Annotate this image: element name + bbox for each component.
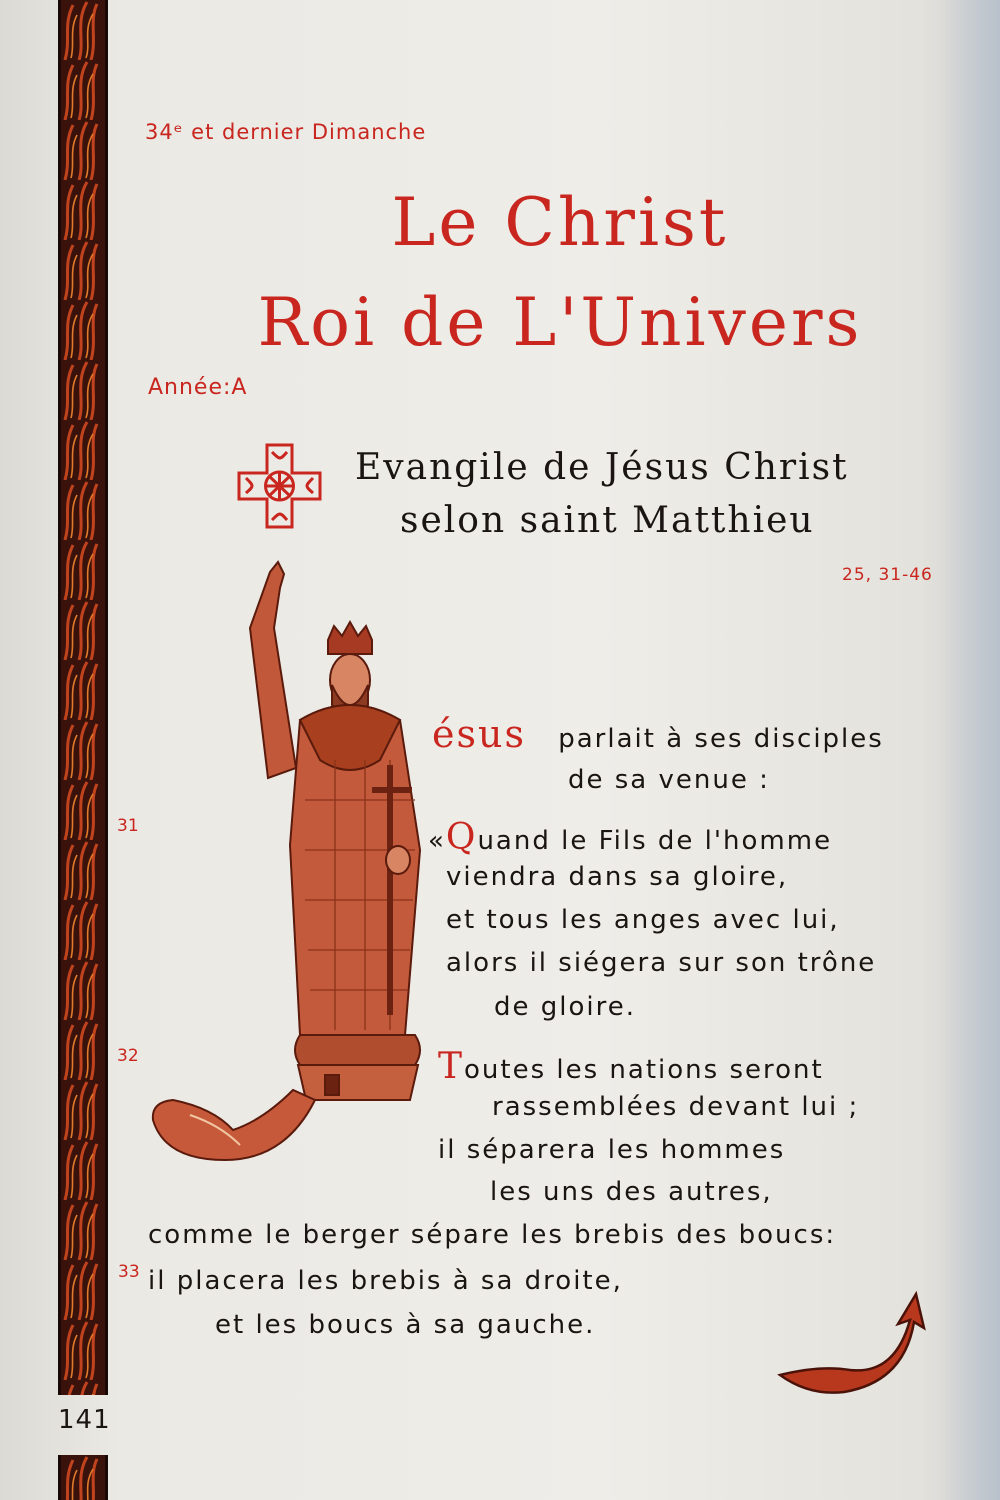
verse-line-7: de gloire. [494,992,637,1022]
page-turn-arrow-icon [770,1280,930,1395]
initial-q: Q [445,817,478,858]
decorative-border [58,0,108,1395]
verse-line-10: il séparera les hommes [438,1135,786,1165]
scripture-reference: 25, 31-46 [842,565,933,585]
verse-number-32: 32 [117,1046,139,1066]
verse-text: parlait à ses disciples [558,724,884,754]
initial-t: T [438,1046,465,1087]
celtic-knot-cross-icon [232,440,327,532]
verse-text: outes les nations seront [464,1055,824,1085]
page-number: 141 [58,1405,111,1435]
verse-line-1 [432,712,884,756]
year-label: Année:A [148,375,248,400]
drop-word: ésus [432,712,526,756]
verse-number-33: 33 [118,1262,140,1282]
verse-line-14: et les boucs à sa gauche. [215,1310,596,1340]
page-edge-shadow [940,0,1000,1500]
verse-line-2: de sa venue : [568,765,770,795]
verse-text: uand le Fils de l'homme [477,826,833,856]
verse-line-5: et tous les anges avec lui, [446,905,840,935]
gospel-heading-line1: Evangile de Jésus Christ [355,447,849,488]
illuminated-letter-j-christ-king [150,560,440,1180]
verse-line-13: il placera les brebis à sa droite, [148,1266,623,1296]
verse-line-6: alors il siégera sur son trône [446,948,877,978]
open-quote: « [428,826,446,856]
verse-line-11: les uns des autres, [490,1177,773,1207]
verse-line-12: comme le berger sépare les brebis des boucs: [148,1220,837,1250]
decorative-border-bottom [58,1455,108,1500]
verse-line-8 [438,1046,824,1087]
gospel-heading-line2: selon saint Matthieu [400,500,815,541]
verse-line-4: viendra dans sa gloire, [446,862,789,892]
verse-line-9: rassemblées devant lui ; [492,1092,860,1122]
verse-line-3 [428,817,832,858]
verse-number-31: 31 [117,816,139,836]
page-title-line2: Roi de L'Univers [257,284,863,361]
sunday-label: 34ᵉ et dernier Dimanche [145,120,427,144]
page-title-line1: Le Christ [391,184,729,261]
